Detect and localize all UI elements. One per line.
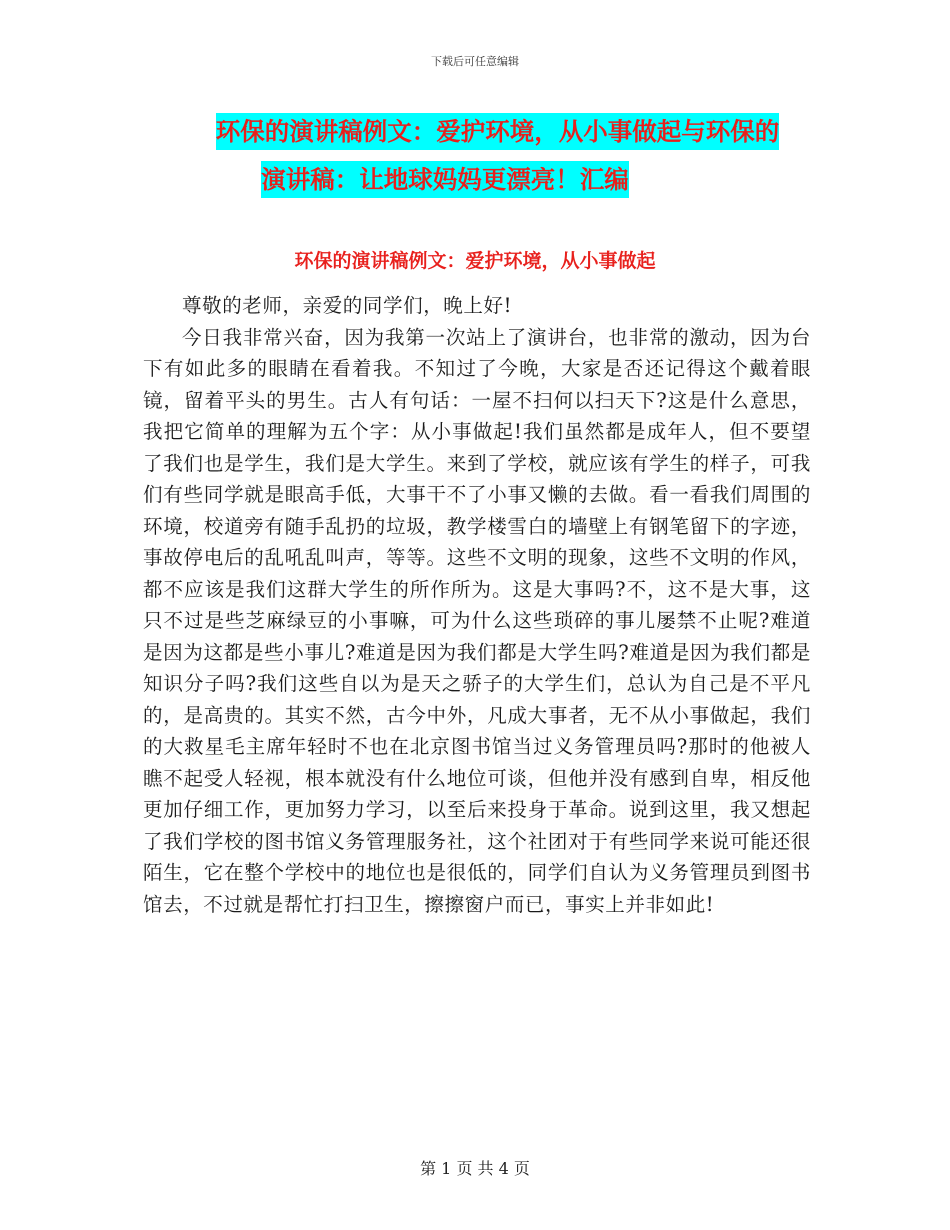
document-title [0, 108, 950, 204]
section-title: 环保的演讲稿例文：爱护环境，从小事做起 [294, 250, 656, 272]
paragraph-greeting: 尊敬的老师，亲爱的同学们，晚上好! [182, 294, 513, 317]
body-text [143, 290, 811, 920]
page-header: 下载后可任意编辑 [431, 55, 519, 68]
document-title-line-1: 环保的演讲稿例文：爱护环境，从小事做起与环保的 [216, 113, 780, 150]
document-title-line-2: 演讲稿：让地球妈妈更漂亮！汇编 [261, 161, 629, 198]
paragraph-main: 今日我非常兴奋，因为我第一次站上了演讲台，也非常的激动，因为台下有如此多的眼睛在看着我。不知过了今晚，大家是否还记得这个戴着眼镜，留着平头的男生。古人有句话：一屋不扫何以扫天下?这是什么意思，我把它简单的理解为五个字：从小事做起!我们虽然都是成年人，但不要望了我们也是学生，我们是大学生。来到了学校，就应该有学生的样子，可我们有些同学就是眼高手低，大事干不了小事又懒的去做。看一看我们周围的环境，校道旁有随手乱扔的垃圾，教学楼雪白的墙壁上有钢笔留下的字迹，事故停电后的乱吼乱叫声，等等。这些不文明的现象，这些不文明的作风，都不应该是我们这群大学生的所作所为。这是大事吗?不，这不是大事，这只不过是些芝麻绿豆的小事嘛，可为什么这些琐碎的事儿屡禁不止呢?难道是因为这都是些小事儿?难道是因为我们都是大学生吗?难道是因为我们都是知识分子吗?我们这些自以为是天之骄子的大学生们，总认为自己是不平凡的，是高贵的。其实不然，古今中外，凡成大事者，无不从小事做起，我们的大救星毛主席年轻时不也在北京图书馆当过义务管理员吗?那时的他被人瞧不起受人轻视，根本就没有什么地位可谈，但他并没有感到自卑，相反他更加仔细工作，更加努力学习，以至后来投身于革命。说到这里，我又想起了我们学校的图书馆义务管理服务社，这个社团对于有些同学来说可能还很陌生，它在整个学校中的地位也是很低的，同学们自认为义务管理员到图书馆去，不过就是帮忙打扫卫生，擦擦窗户而已，事实上并非如此! [143, 325, 811, 916]
page-number: 第 1 页 共 4 页 [420, 1159, 530, 1178]
